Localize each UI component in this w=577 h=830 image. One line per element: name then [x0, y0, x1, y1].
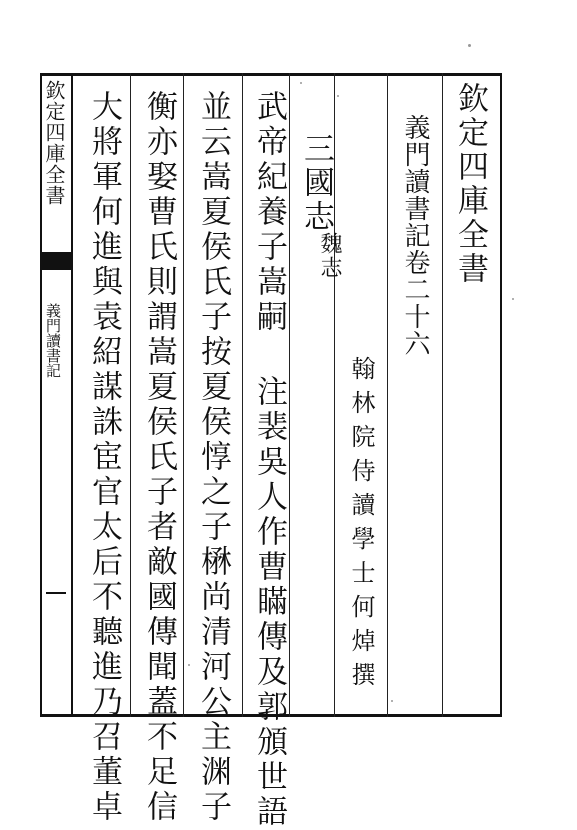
column-divider: [183, 73, 184, 717]
library-title: 欽定四庫全書: [452, 82, 488, 286]
column-divider: [242, 73, 243, 717]
column-divider: [334, 73, 335, 717]
subsection-heading: 魏志: [317, 232, 342, 280]
column-divider: [387, 73, 388, 717]
print-speck: [391, 700, 393, 702]
print-speck: [512, 298, 514, 300]
column-divider: [130, 73, 131, 717]
print-speck: [300, 82, 302, 84]
print-speck: [188, 664, 190, 666]
book-title: 義門讀書記卷二十六: [400, 114, 430, 357]
print-speck: [337, 95, 339, 97]
text-column-3: 衡亦娶曹氏則謂嵩夏侯氏子者敵國傳聞蓋不足信: [141, 90, 177, 825]
text-column-1: 武帝紀養子嵩嗣 注裴吳人作曹瞞傳及郭頒世語: [251, 90, 287, 830]
fore-edge-band: [40, 252, 71, 270]
fore-edge-book-title: 義門讀書記: [44, 303, 62, 378]
text-column-2: 並云嵩夏侯氏子按夏侯惇之子楙尚清河公主渊子: [195, 90, 231, 825]
print-speck: [468, 44, 471, 47]
column-divider: [289, 73, 290, 717]
author-line: 翰林院侍讀學士何焯撰: [347, 356, 375, 696]
section-heading: 三國志: [298, 132, 334, 234]
column-divider: [442, 73, 443, 717]
text-column-4: 大將軍何進與袁紹謀誅宦官太后不聽進乃召董卓: [86, 90, 122, 825]
fore-edge-title: 欽定四庫全書: [42, 80, 66, 206]
fore-edge-mark: [46, 592, 66, 594]
